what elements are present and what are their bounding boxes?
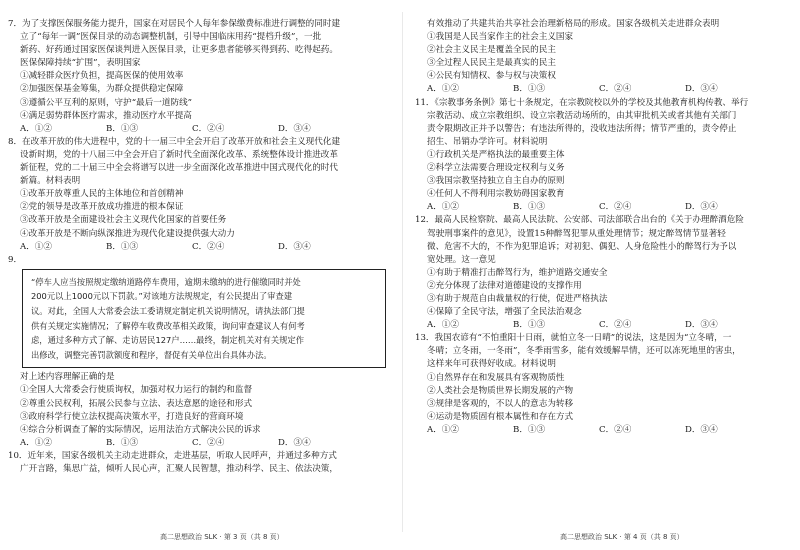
question-7-option: ④满足弱势群体医疗需求，推动医疗水平提高 — [20, 110, 192, 121]
choice-a: A．①② — [20, 241, 52, 252]
question-10-option: ③全过程人民民主是最真实的民主 — [427, 58, 556, 69]
question-8 — [8, 136, 390, 254]
choice-d: D．③④ — [278, 123, 311, 134]
question-12-option: ③有助于规范自由裁量权的行使，促进严格执法 — [427, 293, 608, 304]
question-12 — [415, 214, 793, 332]
choice-c: C．②④ — [599, 320, 632, 331]
question-13-stem-line: 13．我国农谚有“不怕重阳十日雨，就怕立冬一日晴”的说法，这是因为“立冬晴，一 — [415, 333, 732, 344]
question-7-option: ③遵循公平互利的原则，守护“最后一道防线” — [20, 97, 193, 108]
question-12-stem-line: 微、危害不大的，不作为犯罪追诉；对初犯、偶犯、人身危险性小的醉驾行为予以 — [427, 241, 737, 252]
question-10 — [8, 450, 390, 476]
material-line: 供有关规定实施情况；了解停车收费改革相关政策，询问审查建议人有何考 — [31, 320, 305, 331]
choice-c: C．②④ — [192, 123, 225, 134]
question-11-stem-line: 11．《宗教事务条例》第七十条规定，在宗教院校以外的学校及其他教育机构传教、举行 — [415, 97, 749, 108]
choice-b: B．①③ — [513, 84, 546, 95]
choice-d: D．③④ — [685, 320, 718, 331]
choice-c: C．②④ — [599, 424, 632, 435]
question-8-stem-line: 新篇。材料表明 — [20, 176, 81, 187]
question-10-option: ④公民有知情权、参与权与决策权 — [427, 71, 556, 82]
question-8-option: ③改革开放是全面建设社会主义现代化国家的首要任务 — [20, 215, 227, 226]
question-10-option: ①我国是人民当家作主的社会主义国家 — [427, 32, 574, 43]
choice-a: A．①② — [20, 437, 52, 448]
choice-b: B．①③ — [106, 437, 139, 448]
question-13-option: ②人类社会是物质世界长期发展的产物 — [427, 385, 574, 396]
question-11-stem-line: 招生、吊销办学许可。材料说明 — [427, 136, 548, 147]
material-line: 虑，通过多种方式了解、走访居民127户……最终，制定机关对有关规定作 — [31, 335, 305, 346]
question-9-option: ④综合分析调查了解的实际情况，运用法治方式解决公民的诉求 — [20, 424, 261, 435]
choice-b: B．①③ — [106, 123, 139, 134]
question-10-stem-line: 有效推动了共建共治共享社会治理新格局的形成。国家各级机关走进群众表明 — [427, 19, 720, 29]
choice-a: A．①② — [427, 320, 459, 331]
question-13-option: ④运动是物质固有根本属性和存在方式 — [427, 411, 574, 422]
question-7-stem-line: 医保保障持续“扩围”，表明国家 — [20, 58, 141, 69]
question-7-stem-line: 7．为了支撑医保服务能力提升，国家在对居民个人每年参保缴费标准进行调整的同时建 — [8, 19, 341, 29]
question-10-stem-line: 广开言路，集思广益，倾听人民心声，汇聚人民智慧，推动科学、民主、依法决策， — [20, 464, 338, 474]
choice-d: D．③④ — [685, 202, 718, 213]
question-12-option: ④保障了全民守法，增强了全民法治观念 — [427, 307, 582, 318]
question-7 — [8, 18, 390, 136]
question-12-option: ①有助于精准打击醉驾行为，维护道路交通安全 — [427, 267, 608, 278]
question-9-lead: 对上述内容理解正确的是 — [20, 372, 115, 383]
question-9-option: ②尊重公民权利，拓展公民参与立法、表达意愿的途径和形式 — [20, 398, 253, 409]
question-11-option: ①行政机关是严格执法的最重要主体 — [427, 149, 565, 160]
right-page — [415, 18, 793, 437]
question-9-material-box — [22, 269, 386, 369]
question-8-stem-line: 8．在改革开放的伟大进程中，党的十一届三中全会开启了改革开放和社会主义现代化建 — [8, 136, 341, 147]
question-8-option: ②党的领导是改革开放成功推进的根本保证 — [20, 202, 184, 213]
question-8-stem-line: 设新时期，党的十八届三中全会开启了新时代全面深化改革、系统整体设计推进改革 — [20, 149, 338, 160]
question-13-choices — [415, 424, 793, 437]
choice-b: B．①③ — [513, 202, 546, 213]
question-10-option: ②社会主义民主是覆盖全民的民主 — [427, 45, 556, 56]
question-11-option: ④任何人不得利用宗教妨碍国家教育 — [427, 189, 565, 200]
question-7-option: ①减轻群众医疗负担，提高医保的使用效率 — [20, 71, 184, 82]
material-line: “停车人应当按照规定缴纳道路停车费用，逾期未缴纳的进行催缴同时并处 — [31, 276, 301, 287]
question-11-stem-line: 责令限期改正并予以警告；有违法所得的，没收违法所得；情节严重的，责令停止 — [427, 123, 737, 134]
question-12-stem-line: 12．最高人民检察院、最高人民法院、公安部、司法部联合出台的《关于办理醉酒危险 — [415, 215, 744, 226]
choice-c: C．②④ — [599, 84, 632, 95]
question-7-option: ②加强医保基金筹集，为群众提供稳定保障 — [20, 84, 184, 95]
choice-a: A．①② — [427, 424, 459, 435]
material-line: 200元以上1000元以下罚款。”对该地方法规规定，有公民提出了审查建 — [31, 291, 293, 302]
choice-b: B．①③ — [513, 424, 546, 435]
question-10-choices — [415, 83, 793, 96]
question-13-option: ③规律是客观的，不以人的意志为转移 — [427, 398, 574, 409]
question-8-stem-line: 新征程，党的二十届三中全会将谱写以进一步全面深化改革推进中国式现代化的时代 — [20, 163, 338, 174]
question-13-stem-line: 冬晴；立冬雨，一冬雨”，冬季雨雪多，能有效缓解旱情，还可以冻死地里的害虫， — [427, 346, 741, 357]
choice-a: A．①② — [427, 84, 459, 95]
question-10-continued — [415, 18, 793, 97]
question-12-option: ②充分体现了法律对道德建设的支撑作用 — [427, 280, 582, 291]
left-page — [8, 18, 390, 476]
choice-c: C．②④ — [599, 202, 632, 213]
material-line: 出修改，调整完善罚款额度和程序，督促有关单位出台具体办法。 — [31, 349, 272, 360]
question-13-option: ①自然界存在和发展具有客观物质性 — [427, 372, 565, 383]
question-11-option: ②科学立法需要合理设定权利与义务 — [427, 163, 565, 174]
choice-d: D．③④ — [685, 424, 718, 435]
question-7-stem-line: 立了“每年一调”医保目录的动态调整机制，引导中国临床用药“提档升级”，一批 — [20, 32, 322, 43]
choice-c: C．②④ — [192, 437, 225, 448]
page-divider — [402, 12, 403, 532]
question-12-choices — [415, 319, 793, 332]
choice-a: A．①② — [427, 202, 459, 213]
page-footer-right: 高二思想政治 SLK · 第 4 页（共 8 页） — [560, 533, 684, 541]
question-7-stem-line: 新药、好药通过国家医保谈判进入医保目录，让更多患者能够买得到药、吃得起药。 — [20, 45, 338, 56]
choice-a: A．①② — [20, 123, 52, 134]
question-9-number: 9． — [8, 254, 23, 265]
question-9-option: ③政府科学行使立法权提高决策水平，打造良好的营商环境 — [20, 411, 244, 422]
question-8-option: ④改革开放是不断向纵深推进为现代化建设提供强大动力 — [20, 228, 235, 239]
question-13 — [415, 332, 793, 437]
choice-d: D．③④ — [278, 241, 311, 252]
question-9-option: ①全国人大常委会行使质询权，加强对权力运行的制约和监督 — [20, 385, 253, 396]
question-8-choices — [8, 241, 390, 254]
choice-d: D．③④ — [278, 437, 311, 448]
question-7-choices — [8, 123, 390, 136]
choice-d: D．③④ — [685, 84, 718, 95]
question-11-choices — [415, 201, 793, 214]
question-11-stem-line: 宗教活动、成立宗教组织、设立宗教活动场所的，由其审批机关或者其他有关部门 — [427, 110, 737, 121]
choice-b: B．①③ — [106, 241, 139, 252]
question-12-stem-line: 宽处理。这一意见 — [427, 254, 496, 265]
page-footer-left: 高二思想政治 SLK · 第 3 页（共 8 页） — [160, 533, 284, 541]
question-12-stem-line: 驾驶刑事案件的意见》，设置15种醉驾犯罪从重处理情节；规定醉驾情节显著轻 — [427, 228, 726, 239]
choice-b: B．①③ — [513, 320, 546, 331]
question-9 — [8, 254, 390, 450]
material-line: 议。对此，全国人大常委会法工委请规定制定机关说明情况，请执法部门提 — [31, 305, 305, 316]
question-10-stem-line: 10．近年来，国家各级机关主动走进群众，走进基层，听取人民呼声，并通过多种方式 — [8, 450, 337, 461]
question-11 — [415, 97, 793, 215]
question-13-stem-line: 这样来年可获得好收成。材料说明 — [427, 359, 556, 370]
question-9-choices — [8, 437, 390, 450]
choice-c: C．②④ — [192, 241, 225, 252]
question-11-option: ③我国宗教坚持独立自主自办的原则 — [427, 176, 565, 187]
question-8-option: ①改革开放尊重人民的主体地位和首创精神 — [20, 189, 184, 200]
